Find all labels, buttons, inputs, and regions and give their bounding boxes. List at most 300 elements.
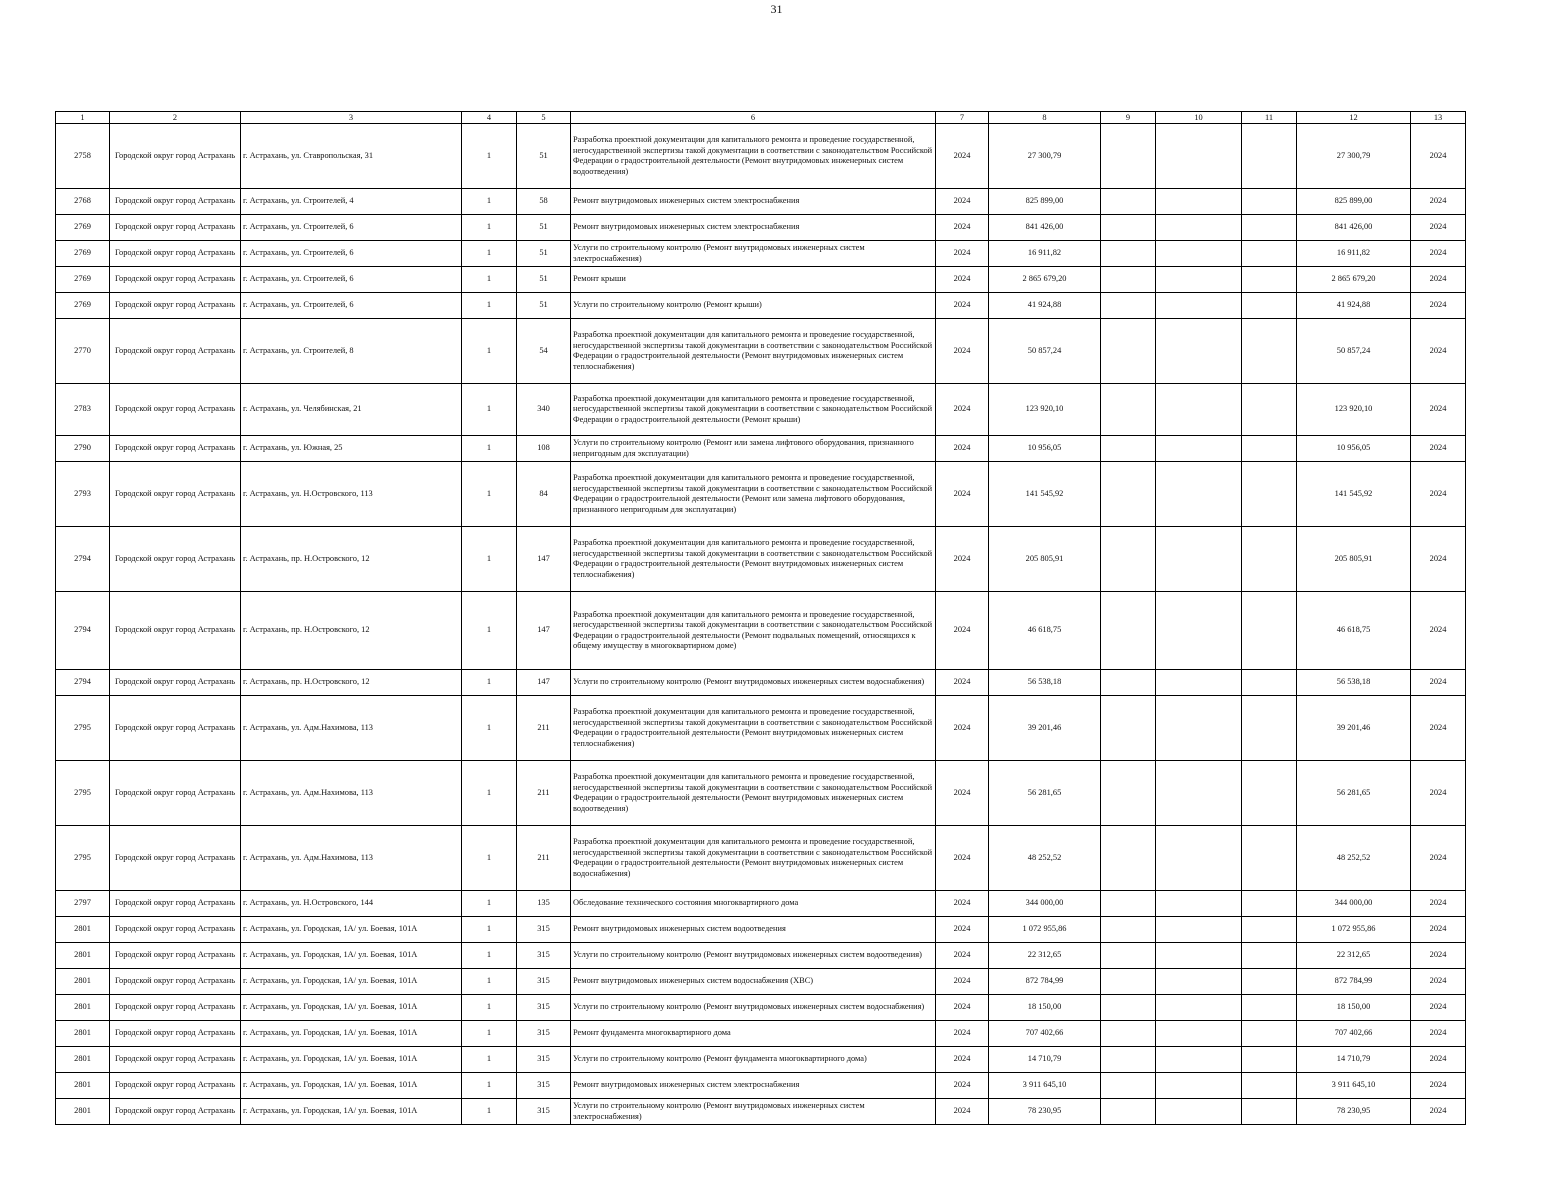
cell-9	[1101, 267, 1156, 293]
cost-value: 56 281,65	[989, 761, 1101, 826]
total-value: 27 300,79	[1297, 124, 1411, 189]
cell-4: 1	[462, 1099, 517, 1125]
table-row	[56, 189, 1466, 215]
address: г. Астрахань, ул. Строителей, 6	[241, 215, 462, 241]
cell-4: 1	[462, 670, 517, 696]
cell-year: 2024	[936, 527, 989, 592]
cell-5: 147	[517, 592, 571, 670]
address: г. Астрахань, ул. Адм.Нахимова, 113	[241, 696, 462, 761]
header-row	[56, 112, 1466, 124]
row-number: 2770	[56, 319, 110, 384]
column-header: 4	[462, 112, 517, 124]
address: г. Астрахань, ул. Городская, 1А/ ул. Боевая, 101А	[241, 943, 462, 969]
cell-11	[1242, 969, 1297, 995]
row-number: 2769	[56, 215, 110, 241]
row-number: 2801	[56, 1047, 110, 1073]
cell-11	[1242, 267, 1297, 293]
work-type: Услуги по строительному контролю (Ремонт внутридомовых инженерных систем водоотведения)	[571, 943, 936, 969]
municipality: Городской округ город Астрахань	[110, 670, 241, 696]
cell-9	[1101, 189, 1156, 215]
total-value: 841 426,00	[1297, 215, 1411, 241]
cell-9	[1101, 384, 1156, 436]
table-row	[56, 267, 1466, 293]
cell-year: 2024	[936, 293, 989, 319]
municipality: Городской округ город Астрахань	[110, 293, 241, 319]
address: г. Астрахань, ул. Городская, 1А/ ул. Боевая, 101А	[241, 995, 462, 1021]
cell-year: 2024	[936, 462, 989, 527]
cell-10	[1156, 995, 1242, 1021]
row-number: 2769	[56, 267, 110, 293]
completion-year: 2024	[1411, 943, 1466, 969]
address: г. Астрахань, ул. Ставропольская, 31	[241, 124, 462, 189]
address: г. Астрахань, ул. Южная, 25	[241, 436, 462, 462]
row-number: 2794	[56, 592, 110, 670]
completion-year: 2024	[1411, 1047, 1466, 1073]
cell-9	[1101, 995, 1156, 1021]
work-type: Услуги по строительному контролю (Ремонт внутридомовых инженерных систем водоснабжения)	[571, 670, 936, 696]
address: г. Астрахань, пр. Н.Островского, 12	[241, 670, 462, 696]
completion-year: 2024	[1411, 215, 1466, 241]
work-type: Ремонт фундамента многоквартирного дома	[571, 1021, 936, 1047]
cell-11	[1242, 696, 1297, 761]
column-header: 12	[1297, 112, 1411, 124]
address: г. Астрахань, пр. Н.Островского, 12	[241, 527, 462, 592]
cell-5: 315	[517, 1021, 571, 1047]
total-value: 872 784,99	[1297, 969, 1411, 995]
cell-4: 1	[462, 462, 517, 527]
address: г. Астрахань, ул. Н.Островского, 144	[241, 891, 462, 917]
cell-9	[1101, 891, 1156, 917]
cell-4: 1	[462, 592, 517, 670]
work-type: Услуги по строительному контролю (Ремонт крыши)	[571, 293, 936, 319]
row-number: 2794	[56, 670, 110, 696]
total-value: 41 924,88	[1297, 293, 1411, 319]
table-row	[56, 891, 1466, 917]
cell-4: 1	[462, 761, 517, 826]
cell-10	[1156, 241, 1242, 267]
work-type: Ремонт крыши	[571, 267, 936, 293]
completion-year: 2024	[1411, 670, 1466, 696]
cell-9	[1101, 969, 1156, 995]
total-value: 825 899,00	[1297, 189, 1411, 215]
cell-10	[1156, 267, 1242, 293]
cell-year: 2024	[936, 917, 989, 943]
municipality: Городской округ город Астрахань	[110, 189, 241, 215]
registry-table	[55, 111, 1466, 1125]
cell-10	[1156, 943, 1242, 969]
completion-year: 2024	[1411, 189, 1466, 215]
cell-4: 1	[462, 1021, 517, 1047]
row-number: 2795	[56, 761, 110, 826]
municipality: Городской округ город Астрахань	[110, 696, 241, 761]
municipality: Городской округ город Астрахань	[110, 267, 241, 293]
work-type: Услуги по строительному контролю (Ремонт внутридомовых инженерных систем электроснабжения)	[571, 241, 936, 267]
total-value: 46 618,75	[1297, 592, 1411, 670]
column-header: 3	[241, 112, 462, 124]
table-row	[56, 696, 1466, 761]
municipality: Городской округ город Астрахань	[110, 1047, 241, 1073]
table-row	[56, 1021, 1466, 1047]
row-number: 2795	[56, 696, 110, 761]
cell-9	[1101, 943, 1156, 969]
cost-value: 46 618,75	[989, 592, 1101, 670]
completion-year: 2024	[1411, 527, 1466, 592]
table-row	[56, 917, 1466, 943]
cell-year: 2024	[936, 189, 989, 215]
cell-9	[1101, 917, 1156, 943]
cell-year: 2024	[936, 1021, 989, 1047]
work-type: Услуги по строительному контролю (Ремонт или замена лифтового оборудования, признанного непригодным для эксплуатации)	[571, 436, 936, 462]
address: г. Астрахань, ул. Городская, 1А/ ул. Боевая, 101А	[241, 1021, 462, 1047]
cell-10	[1156, 124, 1242, 189]
cell-4: 1	[462, 527, 517, 592]
cell-10	[1156, 1021, 1242, 1047]
table-row	[56, 462, 1466, 527]
cell-11	[1242, 891, 1297, 917]
cell-10	[1156, 1099, 1242, 1125]
completion-year: 2024	[1411, 1073, 1466, 1099]
cell-5: 147	[517, 527, 571, 592]
cell-11	[1242, 1047, 1297, 1073]
column-header: 11	[1242, 112, 1297, 124]
cell-4: 1	[462, 267, 517, 293]
total-value: 707 402,66	[1297, 1021, 1411, 1047]
cell-year: 2024	[936, 1073, 989, 1099]
address: г. Астрахань, ул. Городская, 1А/ ул. Боевая, 101А	[241, 917, 462, 943]
cell-5: 211	[517, 761, 571, 826]
row-number: 2801	[56, 1021, 110, 1047]
cell-year: 2024	[936, 319, 989, 384]
column-header: 2	[110, 112, 241, 124]
row-number: 2769	[56, 241, 110, 267]
work-type: Обследование технического состояния многоквартирного дома	[571, 891, 936, 917]
cell-year: 2024	[936, 436, 989, 462]
cost-value: 10 956,05	[989, 436, 1101, 462]
work-type: Ремонт внутридомовых инженерных систем электроснабжения	[571, 215, 936, 241]
completion-year: 2024	[1411, 696, 1466, 761]
municipality: Городской округ город Астрахань	[110, 384, 241, 436]
cell-year: 2024	[936, 267, 989, 293]
cell-9	[1101, 1047, 1156, 1073]
total-value: 123 920,10	[1297, 384, 1411, 436]
address: г. Астрахань, ул. Городская, 1А/ ул. Боевая, 101А	[241, 969, 462, 995]
work-type: Разработка проектной документации для капитального ремонта и проведение государственной, негосударственной экспертизы такой документации в соответствии с законодательством Российской Федерации о градостроительной деятельности (Ремонт подвальных помещений, относящихся к общему имуществу в многоквартирном доме)	[571, 592, 936, 670]
cell-9	[1101, 462, 1156, 527]
cell-11	[1242, 124, 1297, 189]
work-type: Разработка проектной документации для капитального ремонта и проведение государственной, негосударственной экспертизы такой документации в соответствии с законодательством Российской Федерации о градостроительной деятельности (Ремонт внутридомовых инженерных систем водоотведения)	[571, 761, 936, 826]
row-number: 2793	[56, 462, 110, 527]
municipality: Городской округ город Астрахань	[110, 124, 241, 189]
cell-9	[1101, 293, 1156, 319]
total-value: 48 252,52	[1297, 826, 1411, 891]
completion-year: 2024	[1411, 267, 1466, 293]
completion-year: 2024	[1411, 592, 1466, 670]
cell-9	[1101, 592, 1156, 670]
table-row	[56, 943, 1466, 969]
row-number: 2801	[56, 917, 110, 943]
cell-11	[1242, 462, 1297, 527]
total-value: 56 281,65	[1297, 761, 1411, 826]
municipality: Городской округ город Астрахань	[110, 241, 241, 267]
municipality: Городской округ город Астрахань	[110, 527, 241, 592]
cell-4: 1	[462, 696, 517, 761]
cell-11	[1242, 943, 1297, 969]
row-number: 2801	[56, 1099, 110, 1125]
cell-10	[1156, 1047, 1242, 1073]
work-type: Разработка проектной документации для капитального ремонта и проведение государственной, негосударственной экспертизы такой документации в соответствии с законодательством Российской Федерации о градостроительной деятельности (Ремонт крыши)	[571, 384, 936, 436]
table-row	[56, 826, 1466, 891]
completion-year: 2024	[1411, 241, 1466, 267]
address: г. Астрахань, ул. Строителей, 6	[241, 241, 462, 267]
cost-value: 825 899,00	[989, 189, 1101, 215]
cost-value: 39 201,46	[989, 696, 1101, 761]
table-row	[56, 319, 1466, 384]
cost-value: 1 072 955,86	[989, 917, 1101, 943]
municipality: Городской округ город Астрахань	[110, 826, 241, 891]
municipality: Городской округ город Астрахань	[110, 1073, 241, 1099]
cell-5: 147	[517, 670, 571, 696]
total-value: 50 857,24	[1297, 319, 1411, 384]
municipality: Городской округ город Астрахань	[110, 943, 241, 969]
total-value: 56 538,18	[1297, 670, 1411, 696]
column-header: 7	[936, 112, 989, 124]
cell-5: 84	[517, 462, 571, 527]
table-row	[56, 1099, 1466, 1125]
cell-5: 51	[517, 293, 571, 319]
work-type: Ремонт внутридомовых инженерных систем электроснабжения	[571, 189, 936, 215]
cell-5: 54	[517, 319, 571, 384]
cost-value: 707 402,66	[989, 1021, 1101, 1047]
completion-year: 2024	[1411, 969, 1466, 995]
work-type: Услуги по строительному контролю (Ремонт внутридомовых инженерных систем водоснабжения)	[571, 995, 936, 1021]
cell-10	[1156, 215, 1242, 241]
cell-5: 315	[517, 969, 571, 995]
cell-4: 1	[462, 189, 517, 215]
work-type: Ремонт внутридомовых инженерных систем водоотведения	[571, 917, 936, 943]
cell-4: 1	[462, 995, 517, 1021]
cell-5: 51	[517, 267, 571, 293]
completion-year: 2024	[1411, 917, 1466, 943]
cell-4: 1	[462, 917, 517, 943]
total-value: 205 805,91	[1297, 527, 1411, 592]
cell-10	[1156, 826, 1242, 891]
cell-5: 315	[517, 995, 571, 1021]
table-row	[56, 241, 1466, 267]
cell-9	[1101, 670, 1156, 696]
cell-year: 2024	[936, 592, 989, 670]
completion-year: 2024	[1411, 1021, 1466, 1047]
cell-5: 51	[517, 124, 571, 189]
cell-11	[1242, 1021, 1297, 1047]
municipality: Городской округ город Астрахань	[110, 1021, 241, 1047]
work-type: Услуги по строительному контролю (Ремонт внутридомовых инженерных систем электроснабжения)	[571, 1099, 936, 1125]
cell-9	[1101, 124, 1156, 189]
work-type: Разработка проектной документации для капитального ремонта и проведение государственной, негосударственной экспертизы такой документации в соответствии с законодательством Российской Федерации о градостроительной деятельности (Ремонт внутридомовых инженерных систем теплоснабжения)	[571, 696, 936, 761]
cell-11	[1242, 384, 1297, 436]
cell-9	[1101, 696, 1156, 761]
page-number: 31	[770, 2, 783, 16]
cell-9	[1101, 436, 1156, 462]
cell-11	[1242, 241, 1297, 267]
cell-year: 2024	[936, 384, 989, 436]
cell-4: 1	[462, 1073, 517, 1099]
total-value: 22 312,65	[1297, 943, 1411, 969]
cell-9	[1101, 1099, 1156, 1125]
work-type: Разработка проектной документации для капитального ремонта и проведение государственной, негосударственной экспертизы такой документации в соответствии с законодательством Российской Федерации о градостроительной деятельности (Ремонт или замена лифтового оборудования, признанного непригодным для эксплуатации)	[571, 462, 936, 527]
address: г. Астрахань, ул. Адм.Нахимова, 113	[241, 826, 462, 891]
row-number: 2801	[56, 995, 110, 1021]
cell-5: 51	[517, 215, 571, 241]
cell-5: 315	[517, 1099, 571, 1125]
cell-11	[1242, 1073, 1297, 1099]
cost-value: 344 000,00	[989, 891, 1101, 917]
table-row	[56, 384, 1466, 436]
cost-value: 18 150,00	[989, 995, 1101, 1021]
cell-4: 1	[462, 293, 517, 319]
cell-10	[1156, 696, 1242, 761]
cell-10	[1156, 1073, 1242, 1099]
municipality: Городской округ город Астрахань	[110, 592, 241, 670]
cost-value: 41 924,88	[989, 293, 1101, 319]
row-number: 2801	[56, 969, 110, 995]
table-row	[56, 436, 1466, 462]
cell-11	[1242, 761, 1297, 826]
address: г. Астрахань, ул. Городская, 1А/ ул. Боевая, 101А	[241, 1073, 462, 1099]
cell-10	[1156, 293, 1242, 319]
municipality: Городской округ город Астрахань	[110, 319, 241, 384]
column-header: 5	[517, 112, 571, 124]
cell-11	[1242, 293, 1297, 319]
completion-year: 2024	[1411, 462, 1466, 527]
completion-year: 2024	[1411, 761, 1466, 826]
cost-value: 205 805,91	[989, 527, 1101, 592]
cell-5: 340	[517, 384, 571, 436]
cell-10	[1156, 670, 1242, 696]
cell-5: 211	[517, 826, 571, 891]
cell-year: 2024	[936, 696, 989, 761]
address: г. Астрахань, ул. Городская, 1А/ ул. Боевая, 101А	[241, 1047, 462, 1073]
row-number: 2801	[56, 943, 110, 969]
cell-9	[1101, 319, 1156, 384]
cell-4: 1	[462, 969, 517, 995]
cost-value: 872 784,99	[989, 969, 1101, 995]
municipality: Городской округ город Астрахань	[110, 436, 241, 462]
table-row	[56, 1073, 1466, 1099]
cost-value: 141 545,92	[989, 462, 1101, 527]
cost-value: 48 252,52	[989, 826, 1101, 891]
cell-10	[1156, 761, 1242, 826]
column-header: 6	[571, 112, 936, 124]
cell-4: 1	[462, 436, 517, 462]
cost-value: 841 426,00	[989, 215, 1101, 241]
total-value: 1 072 955,86	[1297, 917, 1411, 943]
completion-year: 2024	[1411, 124, 1466, 189]
cell-year: 2024	[936, 995, 989, 1021]
completion-year: 2024	[1411, 891, 1466, 917]
work-type: Услуги по строительному контролю (Ремонт фундамента многоквартирного дома)	[571, 1047, 936, 1073]
completion-year: 2024	[1411, 319, 1466, 384]
work-type: Разработка проектной документации для капитального ремонта и проведение государственной, негосударственной экспертизы такой документации в соответствии с законодательством Российской Федерации о градостроительной деятельности (Ремонт внутридомовых инженерных систем теплоснабжения)	[571, 527, 936, 592]
cell-5: 315	[517, 917, 571, 943]
total-value: 16 911,82	[1297, 241, 1411, 267]
municipality: Городской округ город Астрахань	[110, 761, 241, 826]
work-type: Разработка проектной документации для капитального ремонта и проведение государственной, негосударственной экспертизы такой документации в соответствии с законодательством Российской Федерации о градостроительной деятельности (Ремонт внутридомовых инженерных систем водоснабжения)	[571, 826, 936, 891]
cost-value: 14 710,79	[989, 1047, 1101, 1073]
cell-9	[1101, 241, 1156, 267]
work-type: Ремонт внутридомовых инженерных систем электроснабжения	[571, 1073, 936, 1099]
work-type: Ремонт внутридомовых инженерных систем водоснабжения (ХВС)	[571, 969, 936, 995]
cell-year: 2024	[936, 215, 989, 241]
cell-11	[1242, 592, 1297, 670]
table-row	[56, 995, 1466, 1021]
address: г. Астрахань, ул. Строителей, 8	[241, 319, 462, 384]
total-value: 18 150,00	[1297, 995, 1411, 1021]
cost-value: 3 911 645,10	[989, 1073, 1101, 1099]
cell-4: 1	[462, 826, 517, 891]
municipality: Городской округ город Астрахань	[110, 969, 241, 995]
cell-10	[1156, 436, 1242, 462]
cell-10	[1156, 917, 1242, 943]
cell-4: 1	[462, 943, 517, 969]
cell-5: 51	[517, 241, 571, 267]
cell-4: 1	[462, 891, 517, 917]
cell-11	[1242, 917, 1297, 943]
total-value: 141 545,92	[1297, 462, 1411, 527]
cell-year: 2024	[936, 891, 989, 917]
cell-9	[1101, 761, 1156, 826]
table-row	[56, 215, 1466, 241]
cost-value: 123 920,10	[989, 384, 1101, 436]
cell-10	[1156, 592, 1242, 670]
completion-year: 2024	[1411, 995, 1466, 1021]
table-row	[56, 670, 1466, 696]
cell-5: 211	[517, 696, 571, 761]
cost-value: 2 865 679,20	[989, 267, 1101, 293]
cell-year: 2024	[936, 241, 989, 267]
municipality: Городской округ город Астрахань	[110, 462, 241, 527]
completion-year: 2024	[1411, 293, 1466, 319]
cost-value: 50 857,24	[989, 319, 1101, 384]
cell-4: 1	[462, 124, 517, 189]
cell-year: 2024	[936, 1047, 989, 1073]
work-type: Разработка проектной документации для капитального ремонта и проведение государственной, негосударственной экспертизы такой документации в соответствии с законодательством Российской Федерации о градостроительной деятельности (Ремонт внутридомовых инженерных систем теплоснабжения)	[571, 319, 936, 384]
cell-11	[1242, 826, 1297, 891]
cell-4: 1	[462, 215, 517, 241]
cell-year: 2024	[936, 124, 989, 189]
column-header: 9	[1101, 112, 1156, 124]
cell-year: 2024	[936, 761, 989, 826]
cell-10	[1156, 462, 1242, 527]
cell-4: 1	[462, 241, 517, 267]
cost-value: 78 230,95	[989, 1099, 1101, 1125]
cell-10	[1156, 527, 1242, 592]
table-row	[56, 527, 1466, 592]
column-header: 10	[1156, 112, 1242, 124]
cell-9	[1101, 215, 1156, 241]
table-row	[56, 293, 1466, 319]
address: г. Астрахань, ул. Городская, 1А/ ул. Боевая, 101А	[241, 1099, 462, 1125]
total-value: 39 201,46	[1297, 696, 1411, 761]
total-value: 14 710,79	[1297, 1047, 1411, 1073]
cell-year: 2024	[936, 1099, 989, 1125]
cell-11	[1242, 1099, 1297, 1125]
total-value: 2 865 679,20	[1297, 267, 1411, 293]
table-body	[56, 124, 1466, 1125]
completion-year: 2024	[1411, 384, 1466, 436]
cell-9	[1101, 826, 1156, 891]
cell-5: 315	[517, 1073, 571, 1099]
table-row	[56, 1047, 1466, 1073]
